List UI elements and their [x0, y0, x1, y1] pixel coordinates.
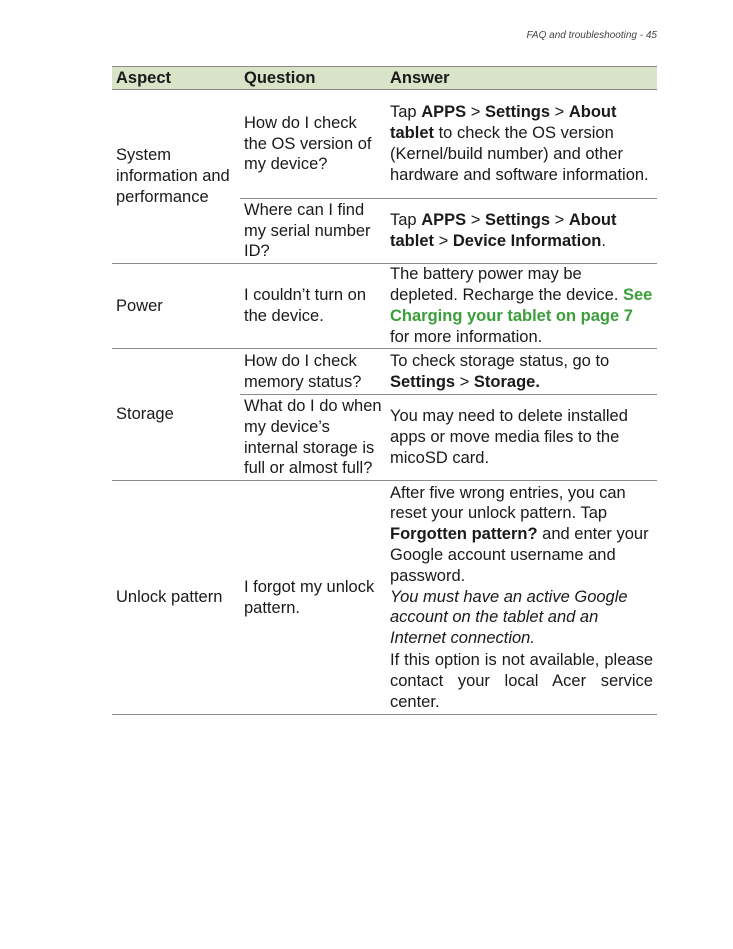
table-row	[112, 481, 657, 715]
answer-bold: Settings	[484, 103, 551, 122]
question-unlock-pattern: I forgot my unlock pattern.	[240, 481, 386, 715]
aspect-system: System information and performance	[112, 90, 240, 264]
table-row	[112, 90, 657, 199]
answer-text: to check the OS version (Kernel/build number) and other hardware and software information.	[390, 124, 649, 184]
answer-turn-on	[386, 264, 657, 349]
table-header-row	[112, 67, 657, 90]
table-row	[112, 264, 657, 349]
question-storage-full: What do I do when my device’s internal storage is full or almost full?	[240, 395, 386, 481]
answer-text: for more information.	[390, 327, 543, 346]
answer-bold: Settings	[484, 211, 551, 230]
answer-bold: About tablet	[390, 103, 617, 143]
question-serial-number: Where can I find my serial number ID?	[240, 199, 386, 264]
answer-paragraph	[390, 483, 653, 587]
aspect-unlock-pattern: Unlock pattern	[112, 481, 240, 715]
answer-memory-status	[386, 349, 657, 395]
column-header-answer: Answer	[386, 67, 657, 90]
answer-text: >	[550, 103, 569, 122]
cross-reference-link[interactable]: See Charging your tablet on page 7	[390, 286, 653, 325]
answer-text: After five wrong entries, you can reset your unlock pattern. Tap	[390, 483, 626, 523]
answer-text: and enter your Google account username and password.	[390, 525, 649, 585]
page-header: FAQ and troubleshooting - 45	[526, 30, 657, 41]
answer-unlock-pattern	[386, 481, 657, 715]
answer-serial-number	[386, 199, 657, 264]
answer-text: >	[550, 211, 569, 230]
column-header-question: Question	[240, 67, 386, 90]
question-turn-on: I couldn’t turn on the device.	[240, 264, 386, 349]
column-header-aspect: Aspect	[112, 67, 240, 90]
answer-text: >	[466, 211, 485, 230]
answer-storage-full: You may need to delete installed apps or move media files to the micoSD card.	[386, 395, 657, 481]
answer-text: >	[455, 372, 474, 391]
question-os-version: How do I check the OS version of my device?	[240, 90, 386, 199]
table-row	[112, 349, 657, 395]
answer-note: You must have an active Google account on the tablet and an Internet connection.	[390, 587, 628, 648]
answer-bold: Forgotten pattern?	[390, 525, 538, 544]
answer-bold: Device Information	[452, 232, 602, 250]
question-memory-status: How do I check memory status?	[240, 349, 386, 395]
aspect-storage: Storage	[112, 349, 240, 481]
answer-os-version	[386, 90, 657, 199]
answer-bold: Storage.	[473, 372, 540, 391]
answer-text: >	[434, 232, 453, 250]
answer-text: >	[466, 103, 485, 122]
answer-text: Tap	[390, 103, 422, 122]
aspect-power: Power	[112, 264, 240, 349]
answer-text: To check storage status, go to	[390, 351, 610, 370]
answer-bold: APPS	[421, 211, 467, 230]
answer-text: .	[601, 232, 606, 250]
faq-table	[112, 66, 657, 715]
answer-text: Tap	[390, 211, 422, 230]
answer-bold: APPS	[421, 103, 467, 122]
answer-paragraph: If this option is not available, please contact your local Acer service center.	[390, 650, 653, 711]
answer-bold: Settings	[390, 372, 456, 391]
answer-text: The battery power may be depleted. Recharge the device.	[390, 265, 623, 305]
answer-bold: About tablet	[390, 211, 617, 250]
